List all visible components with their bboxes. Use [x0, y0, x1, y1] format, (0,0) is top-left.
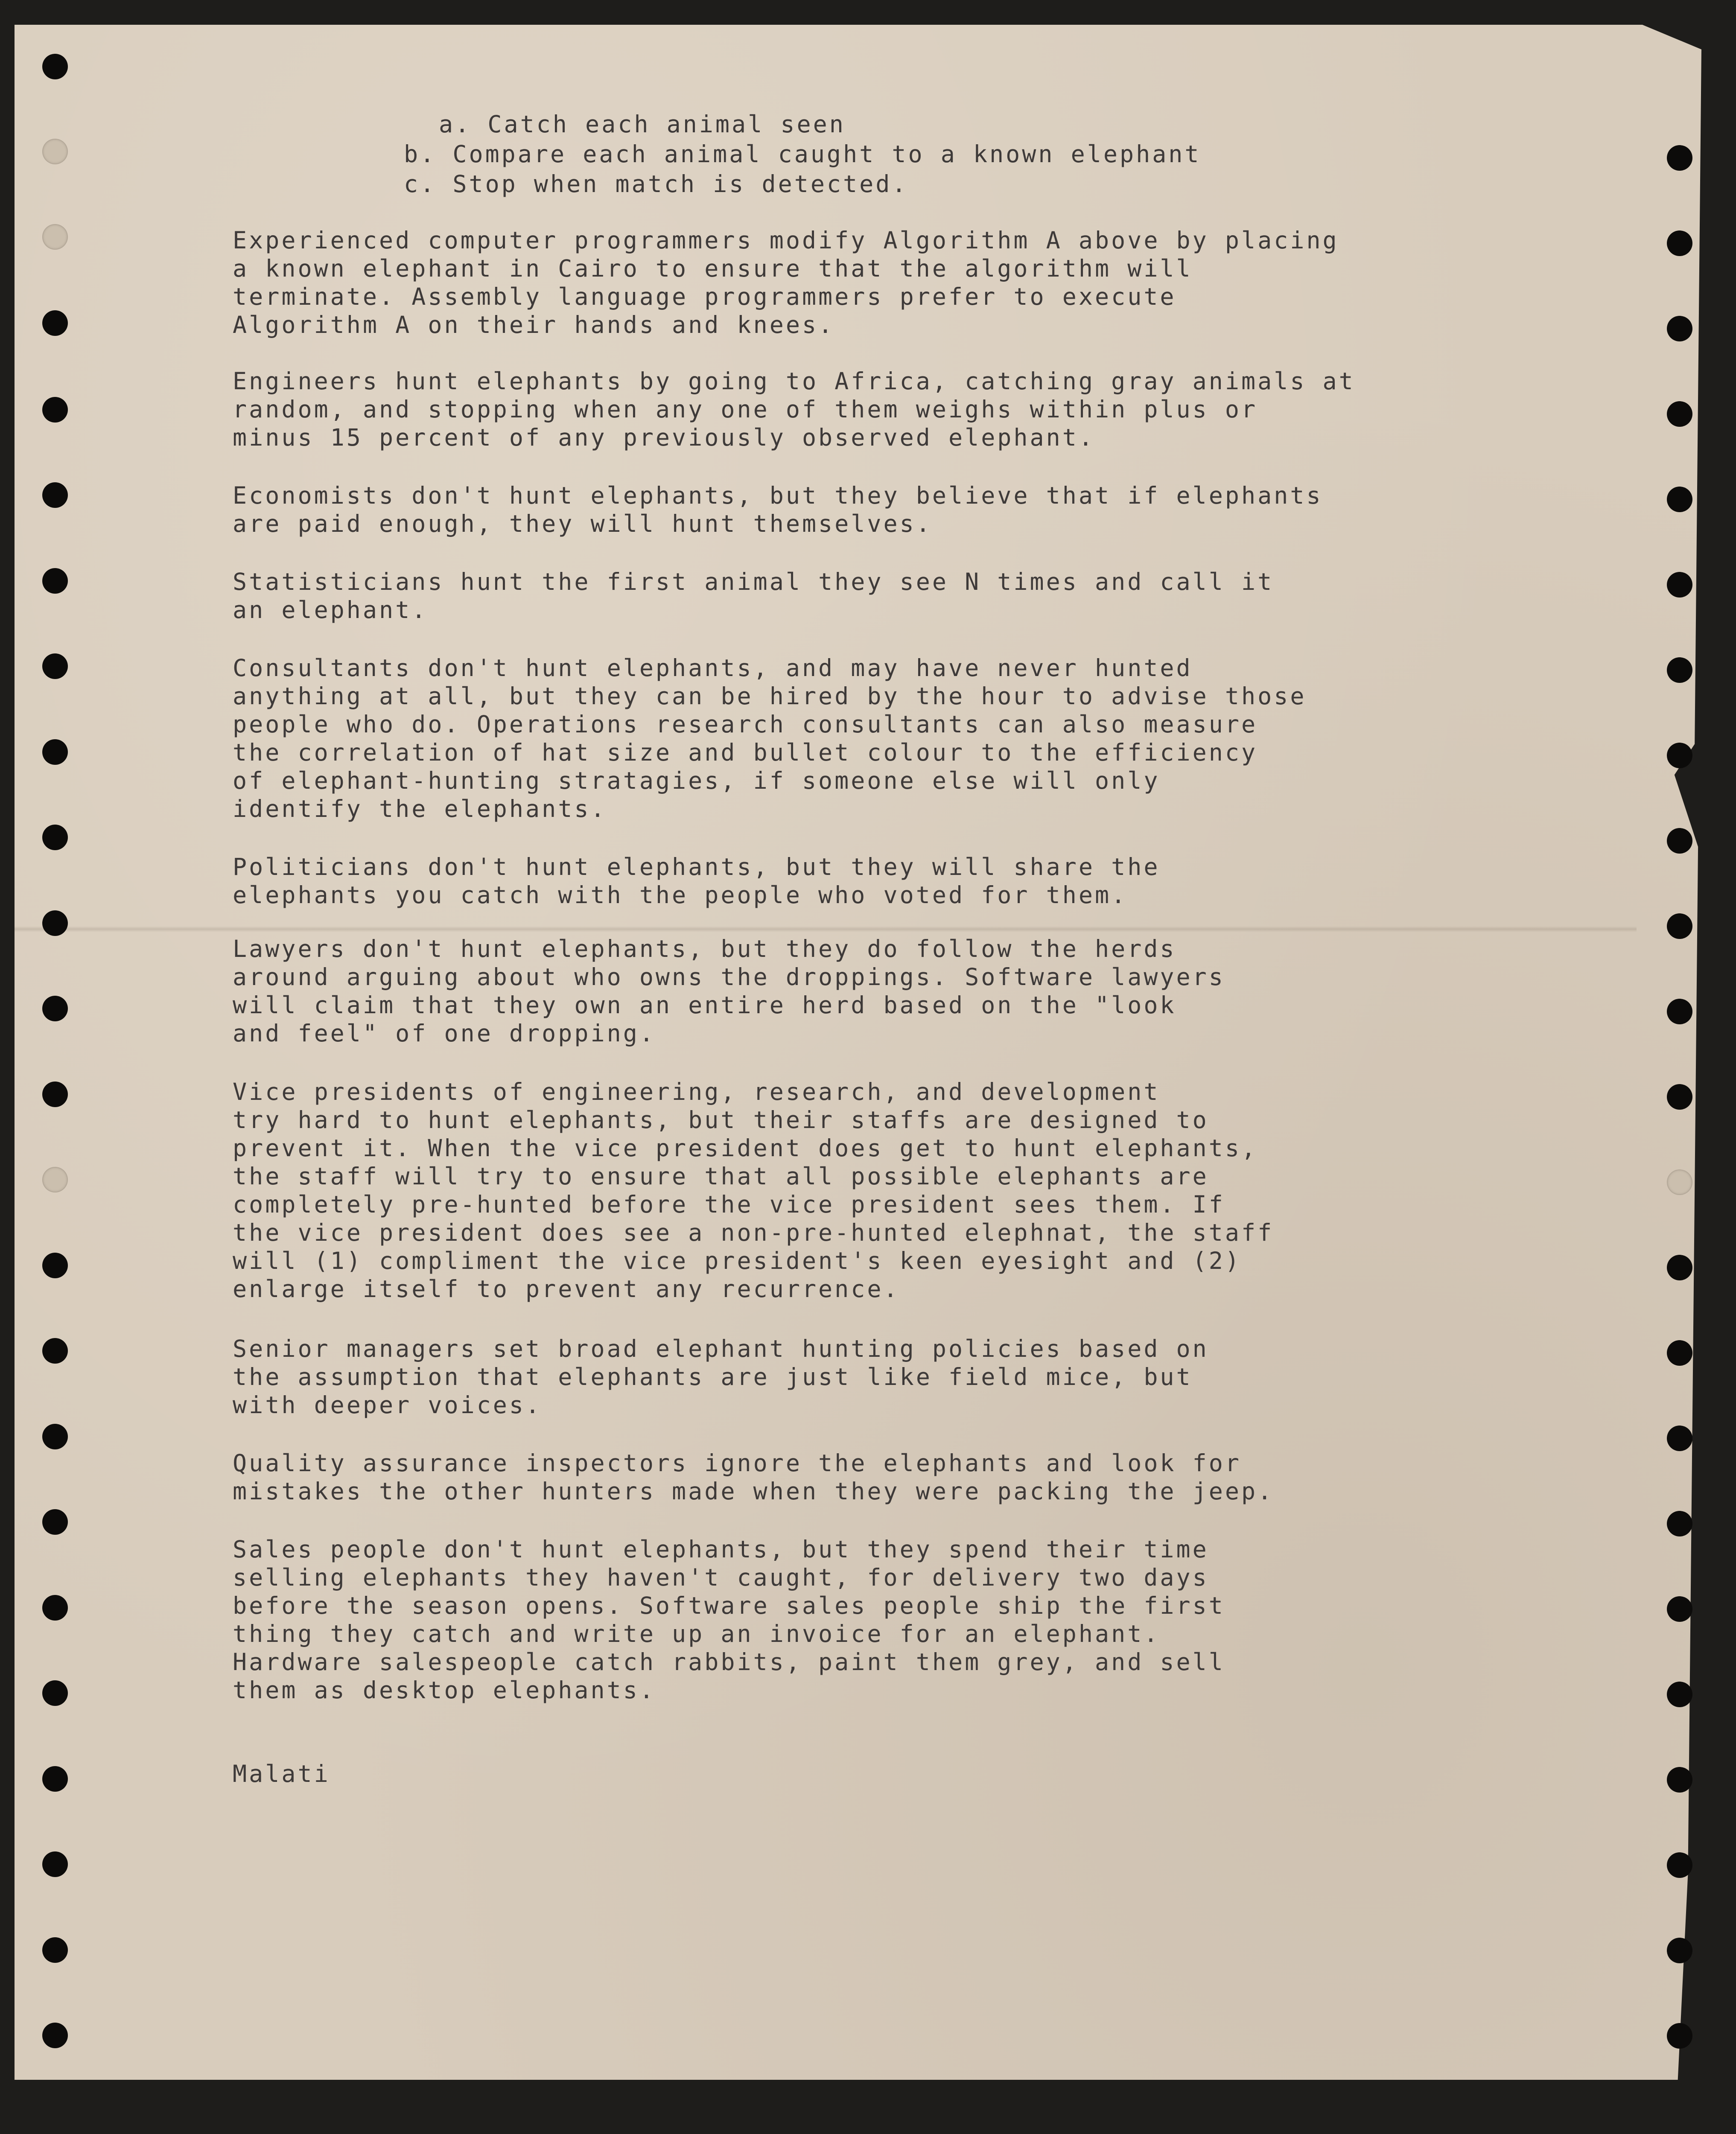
- feed-hole: [1667, 230, 1692, 256]
- feed-hole: [1667, 145, 1692, 171]
- signature-name: Malati: [233, 1760, 330, 1787]
- text-line: Economists don't hunt elephants, but they believe that if elephants: [233, 482, 1323, 509]
- text-line: Sales people don't hunt elephants, but they spend their time: [233, 1536, 1209, 1563]
- algorithm-step: b. Compare each animal caught to a known elephant: [404, 140, 1201, 168]
- text-line: Algorithm A on their hands and knees.: [233, 311, 835, 338]
- text-line: around arguing about who owns the droppings. Software lawyers: [233, 963, 1225, 991]
- text-line: random, and stopping when any one of them weighs within plus or: [233, 396, 1258, 423]
- text-line: try hard to hunt elephants, but their staffs are designed to: [233, 1106, 1209, 1134]
- text-line: anything at all, but they can be hired by the hour to advise those: [233, 682, 1307, 710]
- text-line: Consultants don't hunt elephants, and may have never hunted: [233, 654, 1193, 682]
- feed-hole: [1667, 2023, 1692, 2049]
- text-line: are paid enough, they will hunt themselves.: [233, 510, 932, 537]
- text-line: a known elephant in Cairo to ensure that the algorithm will: [233, 255, 1193, 282]
- feed-hole: [1667, 1169, 1692, 1195]
- feed-hole: [1667, 1426, 1692, 1451]
- text-line: with deeper voices.: [233, 1391, 542, 1419]
- feed-hole: [1667, 913, 1692, 939]
- text-line: the staff will try to ensure that all possible elephants are: [233, 1163, 1209, 1190]
- paper-fold-crease: [15, 926, 1637, 932]
- feed-hole: [1667, 1682, 1692, 1707]
- text-line: before the season opens. Software sales people ship the first: [233, 1592, 1225, 1619]
- text-line: Quality assurance inspectors ignore the elephants and look for: [233, 1449, 1241, 1477]
- feed-hole: [1667, 1340, 1692, 1366]
- feed-hole: [1667, 1596, 1692, 1622]
- text-line: Hardware salespeople catch rabbits, paint them grey, and sell: [233, 1648, 1225, 1676]
- feed-hole: [1667, 743, 1692, 768]
- algorithm-step: c. Stop when match is detected.: [404, 170, 908, 198]
- text-line: the correlation of hat size and bullet colour to the efficiency: [233, 739, 1258, 766]
- text-line: the assumption that elephants are just like field mice, but: [233, 1363, 1193, 1391]
- text-line: Senior managers set broad elephant hunting policies based on: [233, 1335, 1209, 1362]
- text-line: enlarge itself to prevent any recurrence.: [233, 1275, 900, 1303]
- text-line: mistakes the other hunters made when they were packing the jeep.: [233, 1478, 1274, 1505]
- text-line: Politicians don't hunt elephants, but they will share the: [233, 853, 1160, 880]
- text-line: Statisticians hunt the first animal they see N times and call it: [233, 568, 1274, 595]
- algorithm-step: a. Catch each animal seen: [439, 111, 846, 138]
- text-line: prevent it. When the vice president does get to hunt elephants,: [233, 1134, 1258, 1162]
- text-line: terminate. Assembly language programmers prefer to execute: [233, 283, 1176, 310]
- feed-hole: [1667, 1511, 1692, 1536]
- text-line: will claim that they own an entire herd based on the "look: [233, 991, 1176, 1019]
- feed-hole: [1667, 828, 1692, 854]
- algorithm-steps-list: [0, 56, 1201, 198]
- text-line: elephants you catch with the people who voted for them.: [233, 881, 1128, 909]
- text-line: completely pre-hunted before the vice president sees them. If: [233, 1191, 1225, 1218]
- text-line: them as desktop elephants.: [233, 1676, 656, 1704]
- text-line: Vice presidents of engineering, research, and development: [233, 1078, 1160, 1105]
- feed-hole: [1667, 401, 1692, 427]
- text-line: minus 15 percent of any previously observed elephant.: [233, 424, 1095, 451]
- feed-hole: [1667, 572, 1692, 598]
- text-line: thing they catch and write up an invoice for an elephant.: [233, 1620, 1160, 1647]
- text-line: an elephant.: [233, 596, 428, 624]
- text-line: Lawyers don't hunt elephants, but they do follow the herds: [233, 935, 1176, 962]
- text-line: identify the elephants.: [233, 795, 607, 822]
- feed-hole: [1667, 1255, 1692, 1280]
- text-line: and feel" of one dropping.: [233, 1020, 656, 1047]
- text-line: of elephant-hunting stratagies, if someone else will only: [233, 767, 1160, 794]
- text-line: people who do. Operations research consultants can also measure: [233, 711, 1258, 738]
- text-line: selling elephants they haven't caught, for delivery two days: [233, 1564, 1209, 1591]
- text-line: Engineers hunt elephants by going to Africa, catching gray animals at: [233, 367, 1355, 395]
- text-line: the vice president does see a non-pre-hunted elephnat, the staff: [233, 1219, 1274, 1246]
- feed-hole: [1667, 999, 1692, 1024]
- feed-hole: [1667, 487, 1692, 512]
- feed-hole: [1667, 316, 1692, 341]
- feed-hole: [1667, 1084, 1692, 1110]
- feed-hole: [1667, 1938, 1692, 1963]
- feed-hole: [1667, 1767, 1692, 1793]
- text-line: Experienced computer programmers modify Algorithm A above by placing: [233, 227, 1339, 254]
- feed-hole: [1667, 657, 1692, 683]
- feed-hole: [1667, 1852, 1692, 1878]
- text-line: will (1) compliment the vice president's keen eyesight and (2): [233, 1247, 1241, 1274]
